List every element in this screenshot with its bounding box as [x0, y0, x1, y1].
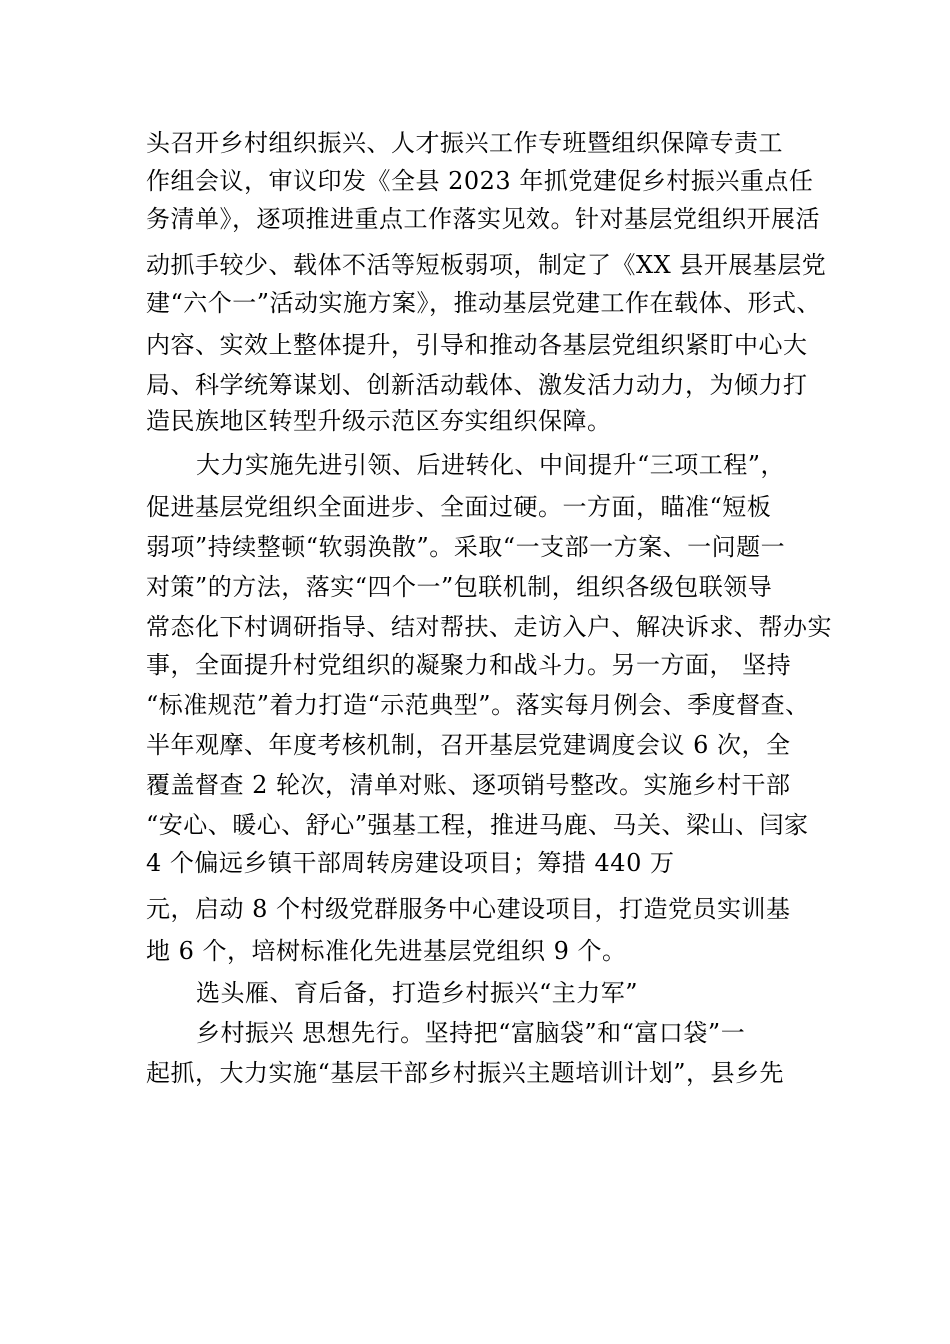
- p2-line-5: 常态化下村调研指导、结对帮扶、走访入户、解决诉求、帮办实: [146, 613, 832, 641]
- p2-line-4: 对策”的方法，落实“四个一”包联机制，组织各级包联领导: [146, 573, 773, 601]
- p1-line-2: 作组会议，审议印发《全县 2023 年抓党建促乡村振兴重点任: [146, 167, 814, 195]
- p1-line-1: 头召开乡村组织振兴、人才振兴工作专班暨组织保障专责工: [146, 129, 783, 157]
- p2-line-8: 半年观摩、年度考核机制，召开基层党建调度会议 6 次，全: [146, 731, 791, 759]
- p1-line-8: 造民族地区转型升级示范区夯实组织保障。: [146, 407, 612, 435]
- p1-line-5: 建“六个一”活动实施方案》，推动基层党建工作在载体、形式、: [146, 289, 822, 317]
- p1-line-6: 内容、实效上整体提升，引导和推动各基层党组织紧盯中心大: [146, 331, 808, 359]
- p2-line-11: 4 个偏远乡镇干部周转房建设项目；筹措 440 万: [146, 849, 675, 877]
- p2-line-3: 弱项”持续整顿“软弱涣散”。采取“一支部一方案、一问题一: [146, 533, 786, 561]
- p2-line-1: 大力实施先进引领、后进转化、中间提升“三项工程”，: [196, 451, 786, 479]
- p4-line-2: 起抓，大力实施“基层干部乡村振兴主题培训计划”，县乡先: [146, 1059, 785, 1087]
- p2-line-12: 元，启动 8 个村级党群服务中心建设项目，打造党员实训基: [146, 895, 791, 923]
- p2-line-13: 地 6 个，培树标准化先进基层党组织 9 个。: [146, 937, 627, 965]
- p2-line-6: 事，全面提升村党组织的凝聚力和战斗力。另一方面， 坚持: [146, 651, 792, 679]
- p1-line-7: 局、科学统筹谋划、创新活动载体、激发活力动力，为倾力打: [146, 371, 808, 399]
- p2-line-2: 促进基层党组织全面进步、全面过硬。一方面，瞄准“短板: [146, 493, 772, 521]
- p2-line-10: “安心、暖心、舒心”强基工程，推进马鹿、马关、梁山、闫家: [146, 811, 809, 839]
- p1-line-3: 务清单》，逐项推进重点工作落实见效。针对基层党组织开展活: [146, 205, 820, 233]
- p1-line-4: 动抓手较少、载体不活等短板弱项，制定了《XX 县开展基层党: [146, 251, 827, 279]
- p4-line-1: 乡村振兴 思想先行。坚持把“富脑袋”和“富口袋”一: [196, 1019, 746, 1047]
- p2-line-7: “标准规范”着力打造“示范典型”。落实每月例会、季度督查、: [146, 691, 810, 719]
- section-heading: 选头雁、育后备，打造乡村振兴“主力军”: [196, 979, 639, 1007]
- p2-line-9: 覆盖督查 2 轮次，清单对账、逐项销号整改。实施乡村干部: [146, 771, 791, 799]
